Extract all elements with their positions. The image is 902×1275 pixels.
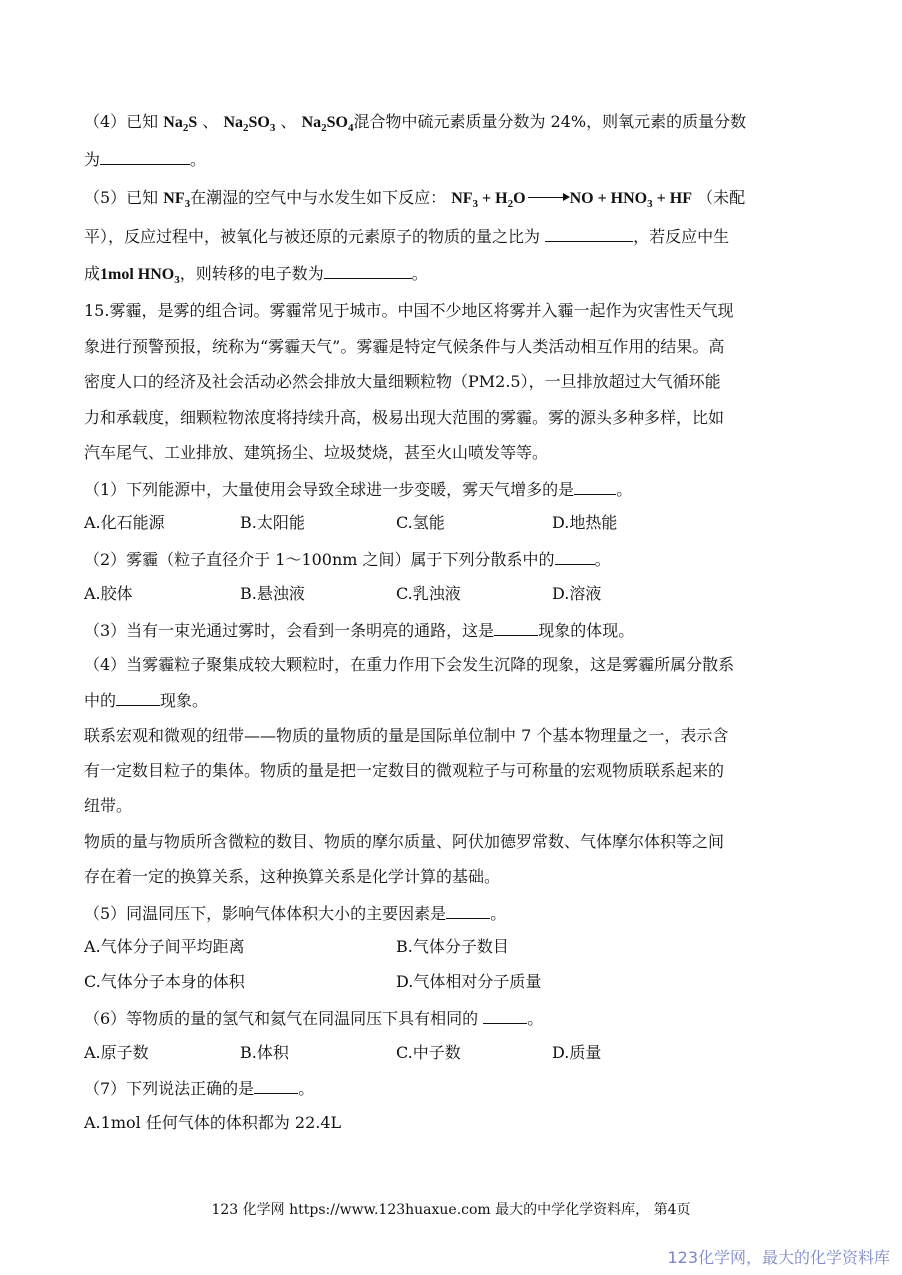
p15-line: 15.雾霾，是雾的组合词。雾霾常见于城市。中国不少地区将雾并入霾一起作为灾害性天气现 [84,301,734,320]
option-a[interactable]: A.胶体 [84,584,133,603]
reaction-equation: $NF_3 + H_2O$ NO + $HNO_3$ + HF [451,190,692,211]
s4-line1: （4）当雾霾粒子聚集成较大颗粒时，在重力作用下会发生沉降的现象，这是雾霾所属分散系 [84,655,735,674]
s6-stem: （6）等物质的量的氢气和氦气在同温同压下具有相同的 。 [84,1009,544,1028]
s2-stem: （2）雾霾（粒子直径介于 1～100nm 之间）属于下列分散系中的 。 [84,550,611,569]
formula-na2so4: $Na_2SO_4$ [301,114,354,135]
p15-line: 密度人口的经济及社会活动必然会排放大量细颗粒物（PM2.5），一旦排放超过大气循环能 [84,372,721,391]
site-watermark: 123化学网，最大的化学资料库 [667,1248,890,1267]
q5-line2: 平），反应过程中，被氧化与被还原的元素原子的物质的量之比为 ，若反应中生 [84,227,730,246]
page-footer: 123 化学网 https://www.123huaxue.com 最大的中学化学资料库， 第4页 [211,1202,691,1218]
s3-stem: （3）当有一束光通过雾时，会看到一条明亮的通路，这是 现象的体现。 [84,621,635,640]
formula-na2so3: $Na_2SO_3$ [223,114,276,135]
q4-line2: 为 。 [84,150,207,169]
option-b[interactable]: B.气体分子数目 [396,937,509,956]
answer-blank[interactable] [555,548,595,565]
s7-stem: （7）下列说法正确的是 。 [84,1079,315,1098]
option-b[interactable]: B.体积 [240,1043,289,1062]
intro-line: 联系宏观和微观的纽带——物质的量物质的量是国际单位制中 7 个基本物理量之一，表示含 [84,726,729,745]
intro-line: 物质的量与物质所含微粒的数目、物质的摩尔质量、阿伏加德罗常数、气体摩尔体积等之间 [84,832,725,851]
formula-na2s: $Na_2S$ [163,114,198,135]
answer-blank[interactable] [545,225,633,242]
s5-stem: （5）同温同压下，影响气体体积大小的主要因素是 。 [84,904,507,923]
s1-stem: （1）下列能源中，大量使用会导致全球进一步变暖，雾天气增多的是 。 [84,480,633,499]
option-a[interactable]: A.原子数 [84,1043,149,1062]
answer-blank[interactable] [100,148,190,165]
p15-line: 力和承载度，细颗粒物浓度将持续升高，极易出现大范围的雾霾。雾的源头多种多样，比如 [84,408,725,427]
p15-line: 汽车尾气、工业排放、建筑扬尘、垃圾焚烧，甚至火山喷发等等。 [84,443,549,462]
option-b[interactable]: B.悬浊液 [240,584,305,603]
option-c[interactable]: C.中子数 [396,1043,461,1062]
option-c[interactable]: C.氢能 [396,513,445,532]
q5-line3: 成1mol $HNO_3$，则转移的电子数为 。 [84,264,428,287]
option-d[interactable]: D.气体相对分子质量 [396,972,542,991]
option-d[interactable]: D.地热能 [552,513,618,532]
intro-line: 纽带。 [84,796,133,815]
intro-line: 有一定数目粒子的集体。物质的量是把一定数目的微观粒子与可称量的宏观物质联系起来的 [84,761,725,780]
answer-blank[interactable] [494,619,538,636]
option-b[interactable]: B.太阳能 [240,513,305,532]
option-a[interactable]: A.化石能源 [84,513,165,532]
formula-hno3: 1mol $HNO_3$ [100,266,180,287]
formula-nf3: $NF_3$ [163,190,191,211]
p15-line: 象进行预警预报，统称为“雾霾天气”。雾霾是特定气候条件与人类活动相互作用的结果。高 [84,337,725,356]
answer-blank[interactable] [254,1077,298,1094]
q4-line1: （4）已知 $Na_2S$ 、 $Na_2SO_3$ 、 $Na_2SO_4$混合物中硫元素质量分数为 24%，则氧元素的质量分数 [84,112,747,135]
s7-option-a[interactable]: A.1mol 任何气体的体积都为 22.4L [84,1113,342,1132]
option-d[interactable]: D.质量 [552,1043,602,1062]
answer-blank[interactable] [574,478,616,495]
answer-blank[interactable] [446,902,490,919]
option-c[interactable]: C.乳浊液 [396,584,461,603]
q5-line1: （5）已知 $NF_3$在潮湿的空气中与水发生如下反应： $NF_3 + H_2O$ NO + $HNO_3$ + HF （未配 [84,188,746,211]
option-c[interactable]: C.气体分子本身的体积 [84,972,245,991]
option-a[interactable]: A.气体分子间平均距离 [84,937,245,956]
answer-blank[interactable] [483,1007,527,1024]
intro-line: 存在着一定的换算关系，这种换算关系是化学计算的基础。 [84,867,501,886]
answer-blank[interactable] [324,262,412,279]
s4-line2: 中的 现象。 [84,691,209,710]
answer-blank[interactable] [116,689,160,706]
option-d[interactable]: D.溶液 [552,584,602,603]
reaction-arrow-icon [528,197,568,198]
